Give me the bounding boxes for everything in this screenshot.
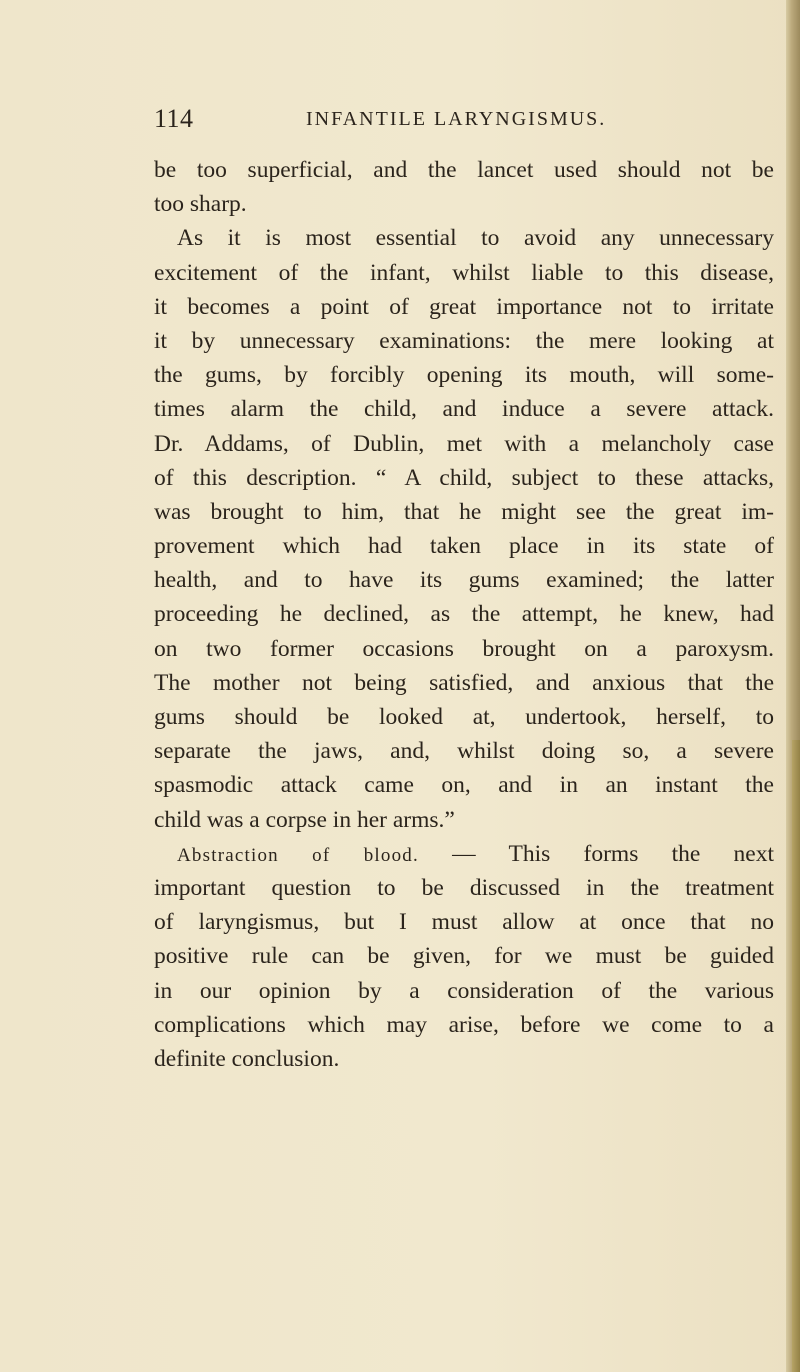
text-line: was brought to him, that he might see the great im- — [154, 498, 774, 525]
text-line: of this description. “ A child, subject to these attacks, — [154, 464, 774, 491]
section-heading-line — [154, 837, 774, 871]
text-line: positive rule can be given, for we must be guided — [154, 943, 774, 970]
text-line: The mother not being satisfied, and anxious that the — [154, 669, 774, 696]
text-line-continuation: — This forms the next — [418, 840, 774, 867]
text-line: times alarm the child, and induce a severe attack. — [154, 396, 774, 423]
running-title: INFANTILE LARYNGISMUS. — [306, 108, 607, 130]
text-line: proceeding he declined, as the attempt, he knew, had — [154, 601, 774, 628]
text-line: separate the jaws, and, whilst doing so, a severe — [154, 738, 774, 765]
page-number: 114 — [154, 104, 194, 133]
text-line: too sharp. — [154, 191, 247, 218]
text-line: gums should be looked at, undertook, herself, to — [154, 704, 774, 730]
text-line: important question to be discussed in the treatment — [154, 874, 774, 901]
text-line: on two former occasions brought on a paroxysm. — [154, 635, 774, 662]
page-edge — [786, 0, 800, 1372]
text-line: spasmodic attack came on, and in an instant the — [154, 772, 774, 799]
text-line: provement which had taken place in its state of — [154, 533, 774, 560]
body-text — [154, 153, 774, 1076]
text-line: Dr. Addams, of Dublin, met with a melancholy case — [154, 430, 774, 457]
section-heading: Abstraction of blood. — [177, 844, 419, 866]
text-line: definite conclusion. — [154, 1045, 340, 1072]
text-line: As it is most essential to avoid any unnecessary — [177, 225, 774, 252]
text-line: excitement of the infant, whilst liable to this disease, — [154, 259, 774, 286]
text-line: in our opinion by a consideration of the various — [154, 977, 774, 1004]
text-line: be too superficial, and the lancet used should not be — [154, 157, 774, 183]
text-line: complications which may arise, before we come to a — [154, 1011, 774, 1038]
text-line: it by unnecessary examinations: the mere looking at — [154, 327, 774, 354]
text-line: the gums, by forcibly opening its mouth, will some- — [154, 362, 774, 389]
text-line: health, and to have its gums examined; the latter — [154, 567, 774, 594]
page-header — [154, 102, 800, 138]
text-line: it becomes a point of great importance not to irritate — [154, 293, 774, 320]
text-line: child was a corpse in her arms.” — [154, 806, 455, 833]
text-line: of laryngismus, but I must allow at once that no — [154, 909, 774, 936]
